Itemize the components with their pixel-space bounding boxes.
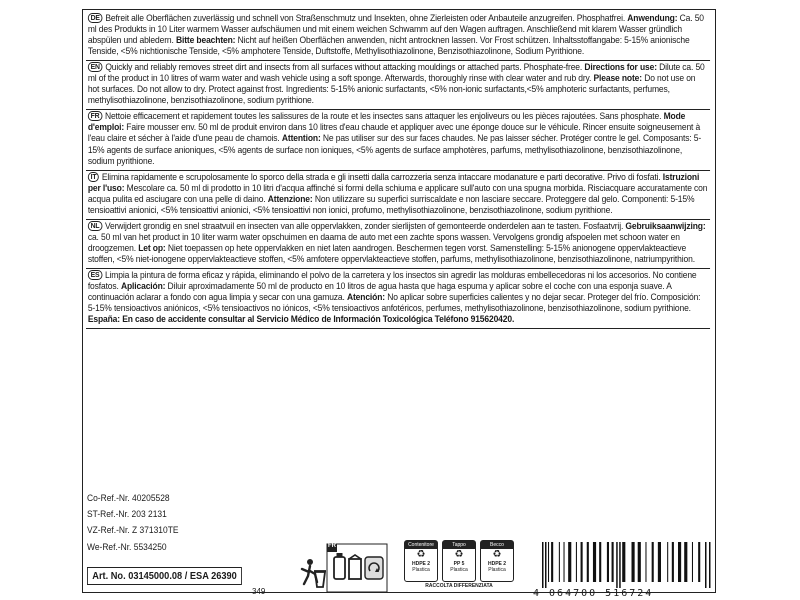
section-text: Ne pas utiliser sur des sur faces chaudes. Ne pas laisser sécher. Protéger contre le gel. Composants: 5-15% agents de surface anioniques, <5% agents de surface non ioniques, <5% agents de surface amphotères, parfums, methylisothiazolinone, benzisothiazolinone, sodium pyrithione. <box>87 133 702 166</box>
barcode-bar <box>638 542 641 582</box>
recycle-icon: ♻ <box>416 549 426 560</box>
barcode-bar <box>684 542 687 582</box>
recycling-caption: RACCOLTA DIFFERENZIATA <box>425 583 493 589</box>
section-heading: Directions for use: <box>584 62 657 73</box>
section-heading: Mode d'emploi: <box>87 111 686 133</box>
recycling-part: Becco <box>481 541 513 549</box>
page-number: 349 <box>252 587 266 596</box>
section-heading: Aplicación: <box>120 281 166 292</box>
barcode-bar <box>568 542 571 582</box>
barcode-bar <box>599 542 601 582</box>
language-badge: NL <box>88 221 102 231</box>
section-text: Nicht auf heißen Oberflächen anwenden, nicht antrocknen lassen. Vor Frost schützen. Inhaltsstoffangabe: 5-15% anionische Tenside, <5% nichtionische Tenside, <5% amphotere Tenside, Duftstoffe, Methylisothiazolinone, Benzisothiazolinone, Sodium Pyrithione. <box>87 35 690 57</box>
recycling-part: Contenitore <box>405 541 437 549</box>
ref-line: Co-Ref.-Nr. 40205528 <box>87 493 170 504</box>
barcode-icon <box>540 542 712 588</box>
recycling-block <box>404 540 514 597</box>
section-text: Verwijdert grondig en snel straatvuil en insecten van alle oppervlakken, zonder sierlijsten of gemonteerde onderdelen aan te tasten. Fosfaatvrij. <box>104 220 626 231</box>
section-text: Faire mousser env. 50 ml de produit environ dans 10 litres d'eau chaude et appliquer avec une éponge douce sur le véhicule. Rincer ensuite soigneusement à l'eau claire et sécher à l'aide d'une peau de chamois. <box>87 122 701 144</box>
section-it <box>86 171 710 220</box>
barcode-bar <box>587 542 589 582</box>
ref-line: ST-Ref.-Nr. 203 2131 <box>87 509 167 521</box>
recycling-box <box>442 540 476 582</box>
barcode-bar <box>698 542 700 582</box>
recycling-material: Plastica <box>450 567 468 573</box>
section-text: Dilute ca. 50 ml of the product in 10 litres of warm water and wash vehicle using a soft sponge. Afterwards, thoroughly rinse with clear water and rub dry. <box>87 62 705 84</box>
barcode-bar <box>593 542 596 582</box>
ref-line: We-Ref.-Nr. 5534250 <box>87 541 167 553</box>
section-text: Diluir aproximadamente 50 ml de producto en 10 litros de agua hasta que haga espuma y aplicar sobre el coche con una esponja suave. A continuación aclarar a fondo con agua limpia y secar con una gamuza. <box>87 281 672 303</box>
instructions-text <box>86 12 710 329</box>
barcode-bar <box>564 542 565 582</box>
section-text: Mescolare ca. 50 ml di prodotto in 10 litri d'acqua affinché si formi della schiuma e applicare sull'auto con una spugna morbida. Risciacquare accuratamente con acqua pulita ed asciugare con una pelle di daino. <box>87 182 708 204</box>
section-heading: Atención: <box>346 292 385 303</box>
section-es <box>86 269 710 329</box>
section-heading: Gebruiksaanwijzing: <box>625 220 706 231</box>
section-de <box>86 12 710 61</box>
barcode-bar <box>678 542 681 582</box>
barcode-bar <box>559 542 560 582</box>
barcode-bar <box>652 542 654 582</box>
recycling-material: Plastica <box>412 567 430 573</box>
language-badge: EN <box>88 62 103 72</box>
barcode-bar <box>551 542 553 582</box>
article-number: Art. No. 03145000.08 / ESA 26390 <box>87 567 242 585</box>
barcode-bar <box>616 542 618 588</box>
language-badge: IT <box>88 172 99 182</box>
barcode-bar <box>607 542 609 582</box>
barcode-bar <box>692 542 693 582</box>
barcode-bar <box>619 542 621 588</box>
barcode-bar <box>709 542 711 588</box>
fr-mark: FR <box>328 543 336 549</box>
section-text: Ca. 50 ml des Produkts in 10 Liter warmem Wasser aufschäumen und mit einem weichen Schwamm auf den Wagen auftragen. Anschließend mit klarem Wasser gründlich abspülen und abledern. <box>87 13 704 46</box>
recycling-code: HDPE 2 <box>411 561 431 567</box>
section-heading: Bitte beachten: <box>175 35 236 46</box>
section-fr <box>86 110 710 170</box>
section-heading: Istruzioni per l'uso: <box>87 171 700 193</box>
section-text: Befreit alle Oberflächen zuverlässig und schnell von Straßenschmutz und Insekten, ohne Zierleisten oder Anbauteile anzugreifen. Phosphatfrei. <box>105 13 628 23</box>
section-heading: Please note: <box>593 73 642 84</box>
reference-numbers <box>87 491 178 556</box>
language-badge: FR <box>88 111 102 121</box>
barcode-digits: 4 064700 516724 <box>533 588 654 599</box>
section-text: Elimina rapidamente e scrupolosamente lo sporco della strada e gli insetti dalla carrozzeria senza intaccare modanature e parti decorative. Privo di fosfati. <box>101 171 663 182</box>
product-label <box>82 9 716 599</box>
recycling-box <box>404 540 438 582</box>
barcode-bar <box>672 542 674 582</box>
barcode-bar <box>645 542 646 582</box>
section-text: Quickly and reliably removes street dirt and insects from all surfaces without attacking mouldings or attached parts. Phosphate-free. <box>105 62 585 73</box>
section-nl <box>86 220 710 269</box>
barcode-bar <box>622 542 625 582</box>
section-text: Nettoie efficacement et rapidement toutes les salissures de la route et les insectes sans attaquer les enjoliveurs ou les pièces rajoutées. Sans phosphate. <box>104 111 664 122</box>
barcode-bar <box>632 542 635 582</box>
barcode-bar <box>548 542 549 582</box>
recycle-icon: ♻ <box>492 549 502 560</box>
triman-block <box>326 543 388 593</box>
section-heading: Anwendung: <box>627 13 678 23</box>
language-badge: DE <box>88 13 103 23</box>
section-text: ca. 50 ml van het product in 10 liter warm water opschuimen en daarna de auto met een zachte spons wassen. Vervolgens grondig afspoelen met schoon water en droogzemen. <box>87 231 680 253</box>
barcode-bar <box>667 542 668 582</box>
recycling-code: PP 5 <box>453 561 465 567</box>
section-text: Non utilizzare su superfici surriscaldate e non lasciare seccare. Proteggere dal gelo. Componenti: 5-15% tensioattivi anionici, <5% tensioattivi anionici, <5% tensioattivi non ionici, profumo, methylisothiazolinone, benzisothiazolinone, sodium pyrithione. <box>87 193 695 215</box>
triman-icon <box>326 543 388 593</box>
barcode-bar <box>581 542 583 582</box>
section-text: No aplicar sobre superficies calientes y no dejar secar. Proteger del frío. Composición: 5-15% tensioactivos aniónicos, <5% tensioactivos no iónicos, <5% tensioactivos anfotéricos, perfumes, methylisothiazolinone, benzisothiazolinone, sodium pyrithione. <box>87 292 701 314</box>
ref-line: VZ-Ref.-Nr. Z 371310TE <box>87 525 179 537</box>
recycling-code: HDPE 2 <box>487 561 507 567</box>
recycling-box <box>480 540 514 582</box>
tidyman-icon <box>298 557 328 589</box>
barcode-bar <box>542 542 544 588</box>
recycle-icon: ♻ <box>454 549 464 560</box>
section-text: Niet toepassen op hete oppervlakken en niet laten aandrogen. Beschermen tegen vorst. Samenstelling: 5-15% anionogene oppervlakteactieve stoffen, <5% niet-ionogene oppervlakteactieve stoffen, <5% amfotere oppervlakteactieve stoffen, parfums, methylisothiazolinone, benzisothiazolinone, natriumpyrithion. <box>87 242 695 264</box>
recycling-part: Tappo <box>443 541 475 549</box>
barcode-bar <box>612 542 614 582</box>
section-heading: España: En caso de accidente consultar al Servicio Médico de Información Toxicológica Teléfono 915620420. <box>87 314 515 325</box>
section-heading: Attention: <box>281 133 321 144</box>
section-heading: Attenzione: <box>267 193 313 204</box>
section-text: Limpia la pintura de forma eficaz y rápida, eliminando el polvo de la carretera y los insectos sin agredir las molduras embellecedoras ni los accesorios. No contiene fosfatos. <box>87 269 697 292</box>
barcode-bar <box>658 542 661 582</box>
section-text: Do not use on hot surfaces. Do not allow to dry. Protect against frost. Ingredients: 5-15% anionic surfactants, <5% non-ionic surfactants,<5% amphoteric surfactants, perfumes, methylisothiazolinone, benzisothiazolinone, sodium pyrithione. <box>87 73 696 106</box>
section-en <box>86 61 710 110</box>
barcode-bar <box>705 542 707 588</box>
section-heading: Let op: <box>138 242 166 253</box>
barcode-bar <box>545 542 547 588</box>
recycling-material: Plastica <box>488 567 506 573</box>
barcode-bar <box>576 542 577 582</box>
language-badge: ES <box>88 270 102 280</box>
